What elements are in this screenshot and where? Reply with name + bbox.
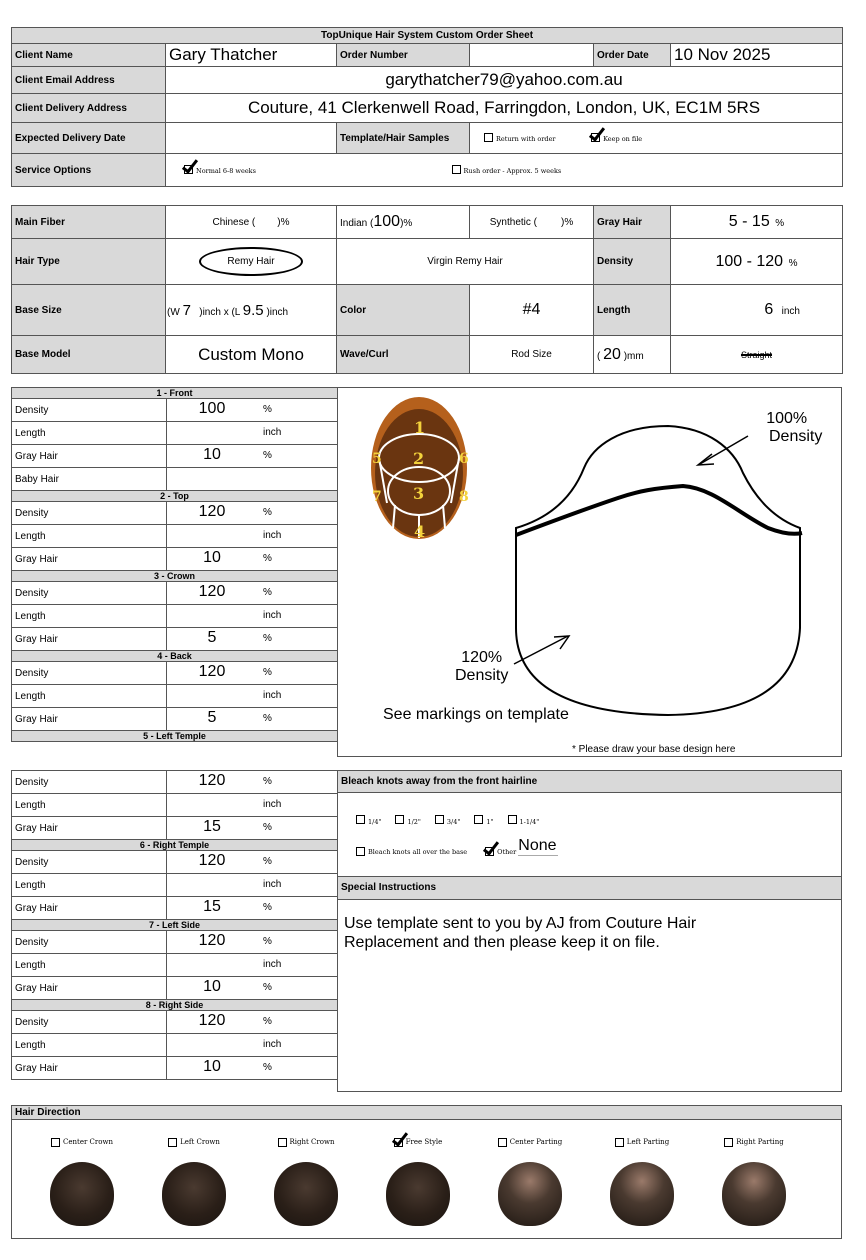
zone-field-value[interactable] xyxy=(167,931,338,954)
hair-direction-photo xyxy=(162,1162,226,1226)
rod-suffix: )mm xyxy=(623,350,644,362)
template-options xyxy=(470,123,843,154)
zone-title: 7 - Left Side xyxy=(12,920,338,931)
hair-direction-label: Right Crown xyxy=(289,1138,335,1146)
zone-field-label: Gray Hair xyxy=(12,628,167,651)
density-field[interactable] xyxy=(671,239,843,285)
zone-field-label: Length xyxy=(12,874,167,897)
zone-label-8: 8 xyxy=(459,489,469,505)
synthetic-field[interactable] xyxy=(470,206,594,239)
zone-row xyxy=(12,897,338,920)
hair-direction-photo xyxy=(610,1162,674,1226)
zone-field-label: Length xyxy=(12,422,167,445)
zone-unit: inch xyxy=(263,959,282,970)
bleach-option-label: 1-1/4" xyxy=(519,818,540,826)
order-number-label: Order Number xyxy=(337,44,470,67)
service-options xyxy=(166,154,843,187)
bottom-density-word: Density xyxy=(455,667,509,684)
zone-value: 15 xyxy=(203,898,221,915)
delivery-date-value[interactable] xyxy=(166,123,337,154)
zone-row xyxy=(12,977,338,1000)
hair-direction-options xyxy=(12,1120,841,1226)
zone-row xyxy=(12,1034,338,1057)
zone-field-label: Density xyxy=(12,851,167,874)
hair-direction-checkbox[interactable] xyxy=(724,1138,733,1147)
zone-field-value[interactable] xyxy=(167,708,338,731)
hair-type-label: Hair Type xyxy=(12,239,166,285)
zone-field-value[interactable] xyxy=(167,468,338,491)
density-unit: % xyxy=(788,257,798,269)
zone-field-label: Density xyxy=(12,771,167,794)
zone-field-value[interactable] xyxy=(167,582,338,605)
zone-unit: % xyxy=(263,667,272,678)
hair-direction-photo xyxy=(498,1162,562,1226)
zone-row xyxy=(12,445,338,468)
zone-row xyxy=(12,685,338,708)
zone-field-value[interactable] xyxy=(167,445,338,468)
zone-field-label: Density xyxy=(12,662,167,685)
rush-checkbox[interactable] xyxy=(452,165,461,174)
zone-value: 120 xyxy=(198,663,226,680)
bleach-option-label: 3/4" xyxy=(446,818,461,826)
hair-direction-checkbox[interactable] xyxy=(278,1138,287,1147)
zone-field-label: Density xyxy=(12,931,167,954)
zone-field-value[interactable] xyxy=(167,605,338,628)
return-label: Return with order xyxy=(496,134,556,143)
synthetic-label: Synthetic ( xyxy=(489,216,537,228)
gray-hair-label: Gray Hair xyxy=(594,206,671,239)
zone-value: 120 xyxy=(198,852,226,869)
hair-direction-checkbox[interactable] xyxy=(51,1138,60,1147)
hair-direction-photo xyxy=(50,1162,114,1226)
zone-unit: % xyxy=(263,713,272,724)
zone-unit: % xyxy=(263,982,272,993)
hair-direction-option[interactable] xyxy=(250,1136,362,1226)
zone-unit: % xyxy=(263,450,272,461)
synthetic-suffix: )% xyxy=(561,216,574,228)
zone-unit: % xyxy=(263,776,272,787)
hair-direction-label: Left Parting xyxy=(626,1138,670,1146)
zone-row xyxy=(12,422,338,445)
bleach-checkbox[interactable] xyxy=(435,815,444,824)
bleach-option-label: 1/2" xyxy=(407,818,421,826)
zone-field-value[interactable] xyxy=(167,954,338,977)
zone-row xyxy=(12,794,338,817)
zone-value: 120 xyxy=(198,583,226,600)
hair-direction-label: Center Parting xyxy=(509,1138,563,1146)
base-model-label: Base Model xyxy=(12,336,166,374)
zone-row xyxy=(12,628,338,651)
bleach-option[interactable] xyxy=(474,811,493,828)
zone-unit: % xyxy=(263,822,272,833)
zone-row xyxy=(12,931,338,954)
zone-field-value[interactable] xyxy=(167,422,338,445)
straight-option[interactable]: Straight xyxy=(671,336,843,374)
length-label: Length xyxy=(594,285,671,336)
bleach-title: Bleach knots away from the front hairline xyxy=(338,771,841,793)
zone-unit: % xyxy=(263,587,272,598)
zone-unit: % xyxy=(263,1016,272,1027)
zone-title: 3 - Crown xyxy=(12,571,338,582)
w-prefix: (W xyxy=(167,306,180,318)
zone-unit: inch xyxy=(263,610,282,621)
zone-label-1: 1 xyxy=(414,418,426,437)
zone-value: 120 xyxy=(198,503,226,520)
gray-hair-unit: % xyxy=(775,218,785,229)
rod-prefix: ( xyxy=(597,350,601,362)
zone-field-label: Gray Hair xyxy=(12,1057,167,1080)
density-boundary xyxy=(516,486,802,535)
zone-label-4: 4 xyxy=(414,522,426,541)
length-field[interactable] xyxy=(671,285,843,336)
all-over-checkbox[interactable] xyxy=(356,847,365,856)
zone-title: 8 - Right Side xyxy=(12,1000,338,1011)
hair-direction-label: Free Style xyxy=(405,1138,443,1146)
sheet-title: TopUnique Hair System Custom Order Sheet xyxy=(12,28,843,44)
zone-unit: % xyxy=(263,856,272,867)
zone-unit: % xyxy=(263,553,272,564)
rush-label: Rush order - Approx. 5 weeks xyxy=(463,166,562,175)
base-model-value[interactable]: Custom Mono xyxy=(166,336,337,374)
zone-value: 10 xyxy=(203,978,221,995)
zone-unit: inch xyxy=(263,1039,282,1050)
hair-direction-label: Center Crown xyxy=(63,1138,113,1146)
order-date-label: Order Date xyxy=(594,44,671,67)
top-density-word: Density xyxy=(769,428,823,445)
zone-unit: % xyxy=(263,507,272,518)
chinese-suffix: )% xyxy=(277,216,290,228)
specs-table xyxy=(11,205,843,374)
delivery-date-label: Expected Delivery Date xyxy=(12,123,166,154)
zone-field-label: Gray Hair xyxy=(12,897,167,920)
hair-direction-checkbox[interactable] xyxy=(498,1138,507,1147)
bleach-checkbox[interactable] xyxy=(356,815,365,824)
top-density-pct: 100% xyxy=(766,410,808,427)
bleach-options xyxy=(338,793,841,877)
address-label: Client Delivery Address xyxy=(12,94,166,123)
zone-label-6: 6 xyxy=(459,451,469,467)
zone-value: 120 xyxy=(198,932,226,949)
return-checkbox[interactable] xyxy=(484,133,493,142)
chinese-label: Chinese ( xyxy=(212,216,256,228)
email-value[interactable]: garythatcher79@yahoo.com.au xyxy=(166,67,843,94)
bleach-option[interactable] xyxy=(508,811,540,828)
zone-value: 100 xyxy=(198,400,226,417)
template-label: Template/Hair Samples xyxy=(337,123,470,154)
hair-direction-photo xyxy=(274,1162,338,1226)
indian-value: 100 xyxy=(373,213,401,230)
zone-value: 5 xyxy=(207,709,217,726)
indian-label: Indian ( xyxy=(340,218,374,229)
zone-row xyxy=(12,851,338,874)
hair-direction-photo xyxy=(722,1162,786,1226)
address-value[interactable]: Couture, 41 Clerkenwell Road, Farringdon, London, UK, EC1M 5RS xyxy=(166,94,843,123)
zone-field-value[interactable] xyxy=(167,685,338,708)
top-density-note xyxy=(751,410,822,446)
bottom-density-arrow xyxy=(514,636,569,664)
zones-table-a xyxy=(11,387,338,742)
hair-direction-option[interactable] xyxy=(362,1136,474,1226)
density-value: 100 - 120 xyxy=(715,252,784,270)
hair-direction-option[interactable] xyxy=(138,1136,250,1226)
right-panel xyxy=(337,770,842,1092)
other-checkbox[interactable] xyxy=(485,847,494,856)
zone-row xyxy=(12,874,338,897)
order-date-value[interactable]: 10 Nov 2025 xyxy=(671,44,843,67)
l-value: 9.5 xyxy=(242,301,264,319)
bleach-option-label: 1" xyxy=(486,818,494,826)
zone-unit: inch xyxy=(263,530,282,541)
hair-direction-label: Left Crown xyxy=(180,1138,220,1146)
template-outline xyxy=(516,426,800,715)
main-fiber-label: Main Fiber xyxy=(12,206,166,239)
zone-field-value[interactable] xyxy=(167,817,338,840)
hair-direction-checkbox[interactable] xyxy=(394,1138,403,1147)
zone-title: 6 - Right Temple xyxy=(12,840,338,851)
zone-row xyxy=(12,399,338,422)
keep-label: Keep on file xyxy=(603,134,643,143)
zone-unit: % xyxy=(263,404,272,415)
keep-checkbox[interactable] xyxy=(591,133,600,142)
zone-field-label: Density xyxy=(12,502,167,525)
zone-value: 5 xyxy=(207,629,217,646)
zone-field-label: Gray Hair xyxy=(12,708,167,731)
zone-field-label: Density xyxy=(12,1011,167,1034)
length-unit: inch xyxy=(781,306,800,317)
zone-label-7: 7 xyxy=(372,489,382,505)
zone-field-value[interactable] xyxy=(167,897,338,920)
zone-field-label: Baby Hair xyxy=(12,468,167,491)
zone-row xyxy=(12,468,338,491)
hair-direction-option[interactable] xyxy=(474,1136,586,1226)
hair-direction-option[interactable] xyxy=(26,1136,138,1226)
zone-row xyxy=(12,1057,338,1080)
client-name-value[interactable]: Gary Thatcher xyxy=(166,44,337,67)
zone-field-value[interactable] xyxy=(167,1034,338,1057)
zone-label-5: 5 xyxy=(372,451,382,467)
length-value: 6 xyxy=(764,301,774,318)
zone-field-value[interactable] xyxy=(167,502,338,525)
rod-value: 20 xyxy=(603,345,621,363)
zone-field-value[interactable] xyxy=(167,628,338,651)
special-title: Special Instructions xyxy=(338,877,841,900)
wave-label: Wave/Curl xyxy=(337,336,470,374)
zone-field-label: Length xyxy=(12,525,167,548)
virgin-option[interactable]: Virgin Remy Hair xyxy=(337,239,594,285)
w-mid: )inch x (L xyxy=(199,306,241,318)
hair-direction-checkbox[interactable] xyxy=(168,1138,177,1147)
w-value: 7 xyxy=(182,301,191,319)
density-label: Density xyxy=(594,239,671,285)
order-number-value[interactable] xyxy=(470,44,594,67)
zone-field-value[interactable] xyxy=(167,771,338,794)
gray-hair-value: 5 - 15 xyxy=(728,213,770,230)
special-text[interactable]: Use template sent to you by AJ from Couture Hair Replacement and then please keep it on file. xyxy=(344,915,697,951)
zone-value: 15 xyxy=(203,818,221,835)
hair-direction-label: Right Parting xyxy=(736,1138,784,1146)
indian-suffix: )% xyxy=(400,218,413,229)
zone-unit: % xyxy=(263,936,272,947)
zone-field-value[interactable] xyxy=(167,977,338,1000)
zone-unit: inch xyxy=(263,879,282,890)
hair-direction-photo xyxy=(386,1162,450,1226)
zone-value: 120 xyxy=(198,1012,226,1029)
client-name-label: Client Name xyxy=(12,44,166,67)
zone-value: 10 xyxy=(203,446,221,463)
gray-hair-field[interactable] xyxy=(671,206,843,239)
draw-footnote: * Please draw your base design here xyxy=(572,744,736,755)
zone-field-label: Length xyxy=(12,794,167,817)
client-info-table xyxy=(11,27,843,187)
zone-row xyxy=(12,582,338,605)
zone-unit: inch xyxy=(263,427,282,438)
zone-row xyxy=(12,954,338,977)
zone-row xyxy=(12,605,338,628)
base-size-field[interactable] xyxy=(166,285,337,336)
email-label: Client Email Address xyxy=(12,67,166,94)
color-label: Color xyxy=(337,285,470,336)
other-label: Other xyxy=(497,848,517,856)
indian-field[interactable] xyxy=(337,206,470,239)
zone-field-label: Gray Hair xyxy=(12,977,167,1000)
zone-unit: % xyxy=(263,1062,272,1073)
zone-label-2: 2 xyxy=(413,449,425,468)
normal-label: Normal 6-8 weeks xyxy=(196,166,256,175)
head-zone-map xyxy=(371,397,469,541)
zone-row xyxy=(12,1011,338,1034)
zone-field-label: Gray Hair xyxy=(12,445,167,468)
zone-field-value[interactable] xyxy=(167,399,338,422)
zone-title: 5 - Left Temple xyxy=(12,731,338,742)
hair-direction-title: Hair Direction xyxy=(12,1106,841,1120)
zone-value: 10 xyxy=(203,549,221,566)
bleach-option[interactable] xyxy=(435,811,460,828)
zone-field-label: Gray Hair xyxy=(12,548,167,571)
zone-field-label: Length xyxy=(12,954,167,977)
rod-label: Rod Size xyxy=(470,336,594,374)
service-label: Service Options xyxy=(12,154,166,187)
zone-row xyxy=(12,662,338,685)
zone-row xyxy=(12,502,338,525)
bottom-density-pct: 120% xyxy=(461,649,503,666)
all-over-label: Bleach knots all over the base xyxy=(368,848,468,856)
color-value[interactable]: #4 xyxy=(470,285,594,336)
bleach-other-row xyxy=(356,837,558,856)
zone-field-label: Gray Hair xyxy=(12,817,167,840)
zone-field-value[interactable] xyxy=(167,874,338,897)
zone-value: 10 xyxy=(203,1058,221,1075)
zone-value: 120 xyxy=(198,772,226,789)
chinese-field[interactable] xyxy=(166,206,337,239)
zone-field-label: Length xyxy=(12,1034,167,1057)
bottom-density-note xyxy=(455,649,508,685)
remy-label: Remy Hair xyxy=(199,247,302,276)
zone-unit: inch xyxy=(263,690,282,701)
rod-field[interactable] xyxy=(594,336,671,374)
bleach-option-label: 1/4" xyxy=(368,818,382,826)
zone-field-label: Length xyxy=(12,685,167,708)
zone-field-label: Density xyxy=(12,582,167,605)
bleach-checkbox[interactable] xyxy=(474,815,483,824)
zone-label-3: 3 xyxy=(413,484,425,503)
zone-row xyxy=(12,708,338,731)
zone-field-value[interactable] xyxy=(167,851,338,874)
zone-field-label: Length xyxy=(12,605,167,628)
hair-direction-option[interactable] xyxy=(698,1136,810,1226)
markings-note: See markings on template xyxy=(383,706,569,723)
zone-row xyxy=(12,817,338,840)
top-density-arrow xyxy=(698,436,748,465)
zone-unit: inch xyxy=(263,799,282,810)
zone-field-value[interactable] xyxy=(167,548,338,571)
l-suffix: )inch xyxy=(266,306,289,318)
zone-field-value[interactable] xyxy=(167,1057,338,1080)
zone-row xyxy=(12,548,338,571)
bleach-checkbox[interactable] xyxy=(508,815,517,824)
hair-direction-section xyxy=(11,1105,842,1239)
normal-checkbox[interactable] xyxy=(184,165,193,174)
zones-table-b xyxy=(11,770,338,1080)
remy-option[interactable] xyxy=(166,239,337,285)
bleach-size-options xyxy=(356,811,553,829)
bleach-option[interactable] xyxy=(395,811,420,828)
zone-field-value[interactable] xyxy=(167,1011,338,1034)
other-value[interactable]: None xyxy=(518,837,557,854)
zone-field-value[interactable] xyxy=(167,794,338,817)
base-size-label: Base Size xyxy=(12,285,166,336)
zone-row xyxy=(12,771,338,794)
base-design-area[interactable] xyxy=(337,387,842,757)
zone-title: 2 - Top xyxy=(12,491,338,502)
hair-direction-checkbox[interactable] xyxy=(615,1138,624,1147)
zone-row xyxy=(12,525,338,548)
zone-unit: % xyxy=(263,633,272,644)
zone-field-value[interactable] xyxy=(167,525,338,548)
zone-title: 1 - Front xyxy=(12,388,338,399)
zone-unit: % xyxy=(263,902,272,913)
zone-field-label: Density xyxy=(12,399,167,422)
bleach-option[interactable] xyxy=(356,811,381,828)
bleach-checkbox[interactable] xyxy=(395,815,404,824)
hair-direction-option[interactable] xyxy=(586,1136,698,1226)
zone-title: 4 - Back xyxy=(12,651,338,662)
zone-field-value[interactable] xyxy=(167,662,338,685)
